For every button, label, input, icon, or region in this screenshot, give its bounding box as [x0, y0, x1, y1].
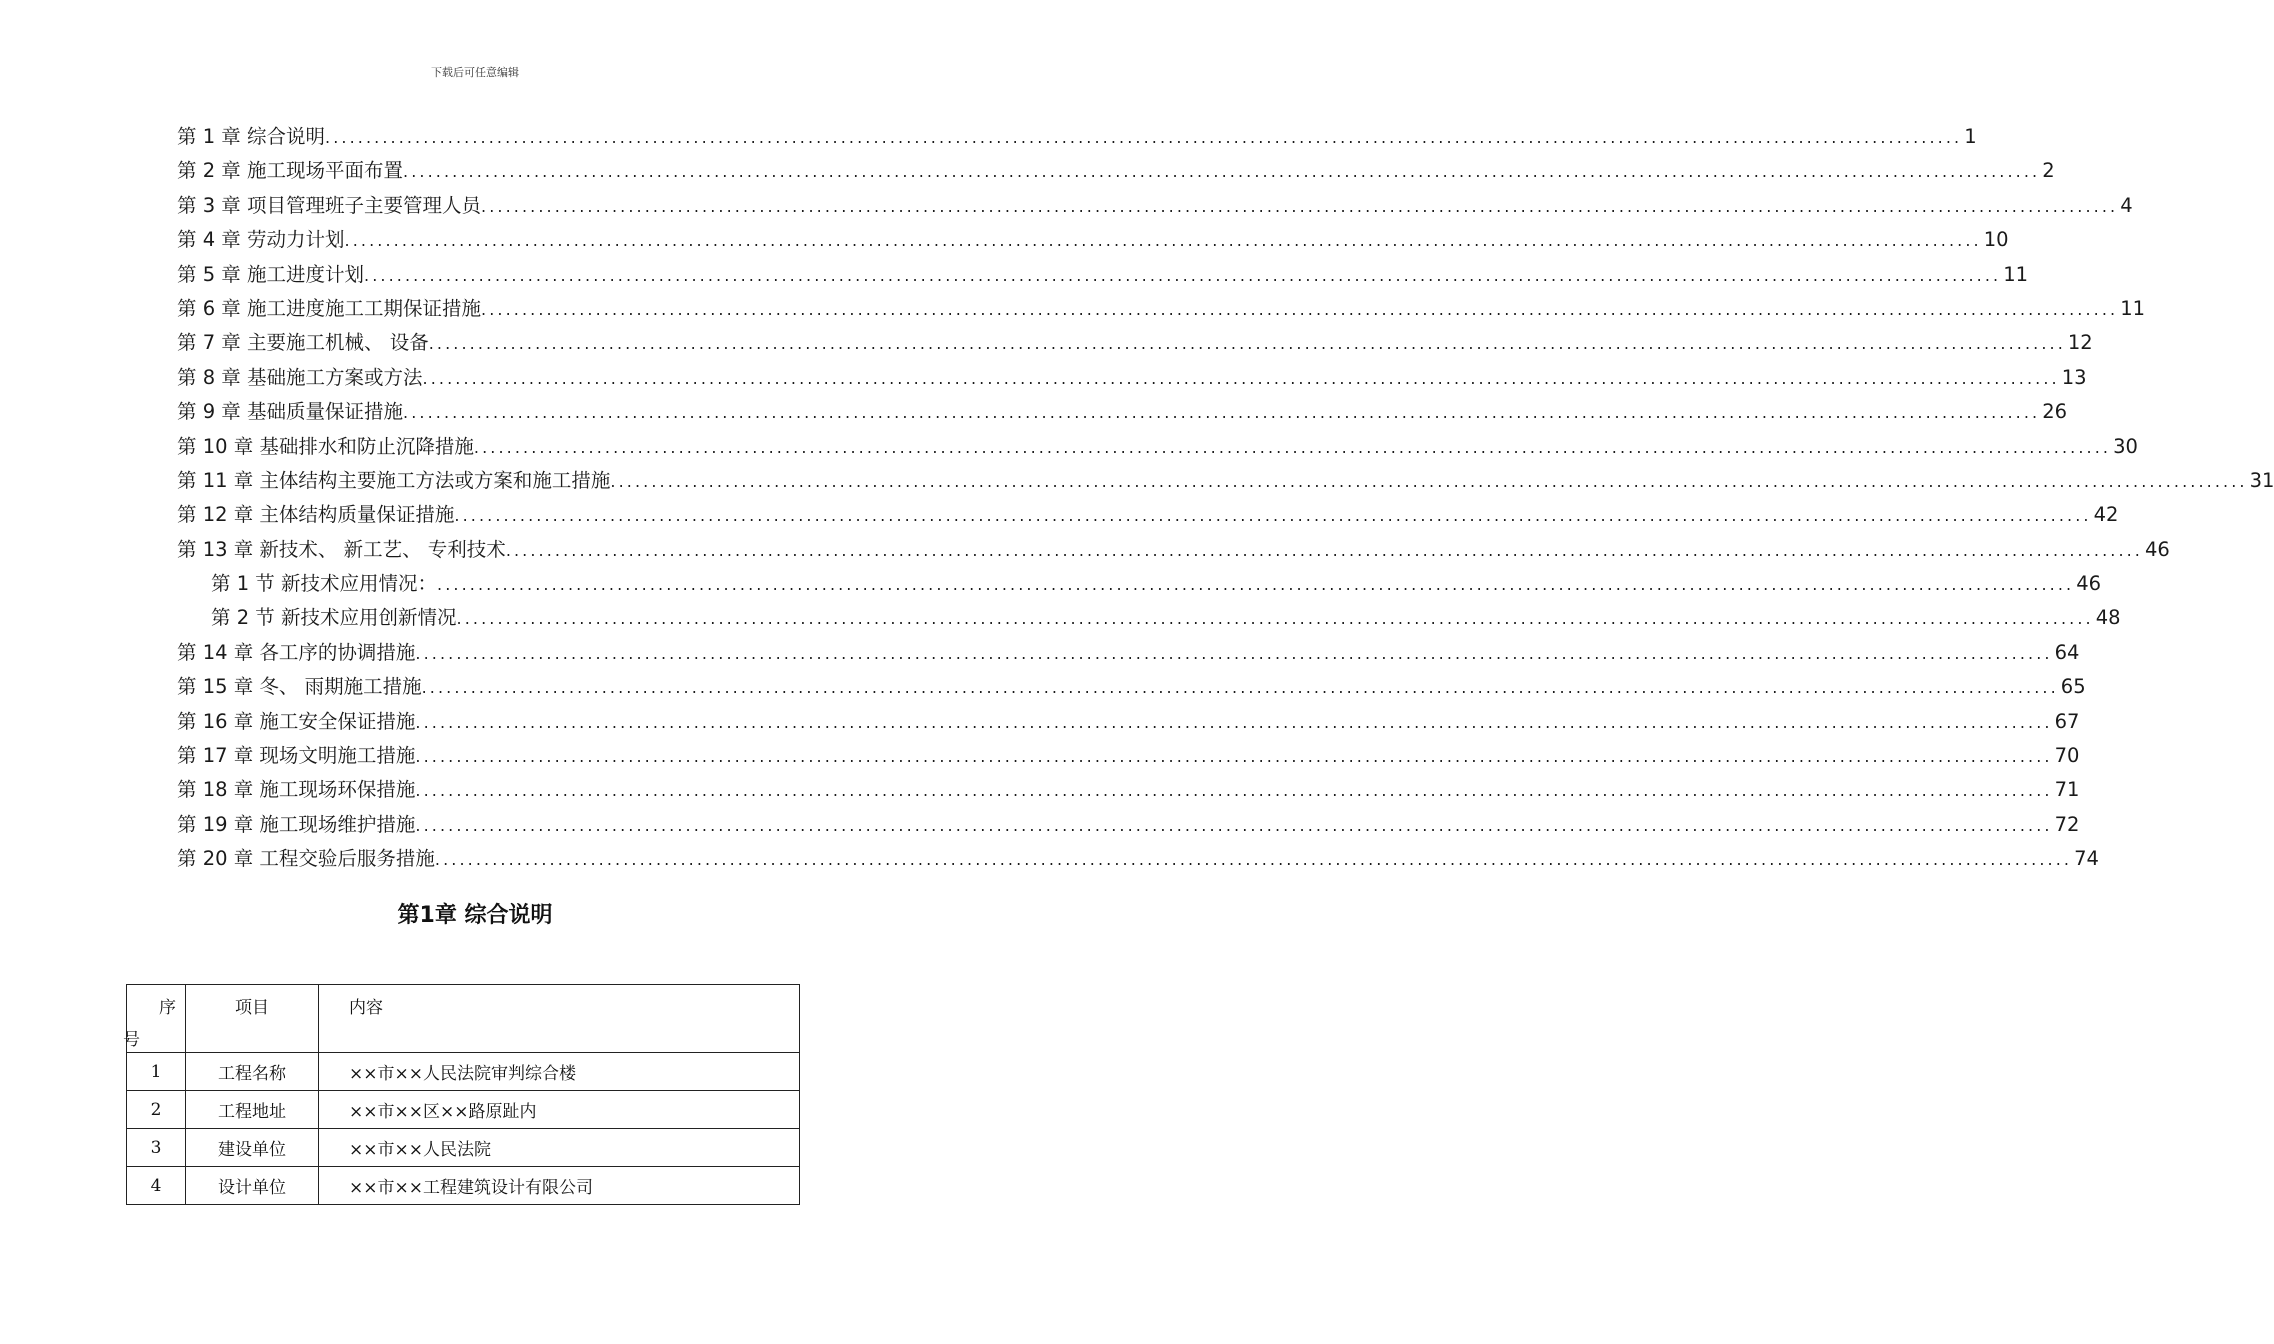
toc-entry-label: 第 18 章 施工现场环保措施	[177, 778, 416, 802]
toc-leader-dots: ........................................................................................................................................................................................................	[454, 506, 2092, 526]
row-number: 3	[127, 1129, 186, 1167]
toc-leader-dots: ........................................................................................................................................................................................................	[422, 368, 2060, 388]
toc-entry-page: 26	[2042, 400, 2068, 424]
toc-entry[interactable]	[177, 739, 2080, 773]
toc-entry-label: 第 9 章 基础质量保证措施	[177, 400, 404, 424]
toc-entry-page: 13	[2061, 365, 2087, 389]
toc-entry-page: 48	[2095, 606, 2121, 630]
toc-entry-label: 第 12 章 主体结构质量保证措施	[177, 503, 455, 527]
toc-entry-label: 第 5 章 施工进度计划	[177, 262, 365, 286]
toc-entry[interactable]	[177, 464, 2274, 498]
toc-entry[interactable]	[177, 258, 2029, 292]
toc-leader-dots: ........................................................................................................................................................................................................	[403, 162, 2041, 182]
toc-entry[interactable]	[177, 395, 2068, 429]
toc-entry-page: 70	[2054, 744, 2080, 768]
header-item-cell: 项目	[186, 985, 319, 1053]
toc-entry-page: 65	[2060, 675, 2086, 699]
table-row	[127, 1053, 800, 1091]
toc-entry-page: 46	[2076, 572, 2102, 596]
toc-entry-page: 11	[2120, 296, 2146, 320]
toc-entry-label: 第 10 章 基础排水和防止沉降措施	[177, 434, 474, 458]
row-content: ××市××人民法院审判综合楼	[319, 1053, 800, 1091]
toc-entry[interactable]	[177, 498, 2119, 532]
project-info-table	[123, 984, 800, 1205]
toc-entry[interactable]	[177, 154, 2055, 188]
toc-entry-label: 第 1 节 新技术应用情况：	[211, 572, 438, 596]
row-item: 建设单位	[186, 1129, 319, 1167]
toc-leader-dots: ........................................................................................................................................................................................................	[325, 128, 1963, 147]
toc-entry-label: 第 4 章 劳动力计划	[177, 228, 345, 252]
toc-leader-dots: ........................................................................................................................................................................................................	[437, 575, 2075, 595]
toc-entry-label: 第 17 章 现场文明施工措施	[177, 744, 416, 768]
toc-entry[interactable]	[177, 773, 2080, 807]
toc-entry-label: 第 11 章 主体结构主要施工方法或方案和施工措施	[177, 468, 611, 492]
toc-entry[interactable]	[177, 430, 2138, 464]
toc-subentry[interactable]	[177, 567, 2102, 601]
header-seq-char-1: 序	[159, 998, 176, 1018]
row-number: 4	[127, 1167, 186, 1205]
table-row	[127, 1129, 800, 1167]
toc-entry-label: 第 3 章 项目管理班子主要管理人员	[177, 193, 482, 217]
row-content: ××市××区××路原趾内	[319, 1091, 800, 1129]
row-item: 工程名称	[186, 1053, 319, 1091]
toc-entry-label: 第 19 章 施工现场维护措施	[177, 812, 416, 836]
toc-entry-label: 第 15 章 冬、 雨期施工措施	[177, 675, 422, 699]
row-item: 工程地址	[186, 1091, 319, 1129]
header-content-cell: 内容	[319, 985, 800, 1053]
toc-entry-label: 第 2 章 施工现场平面布置	[177, 159, 404, 183]
toc-leader-dots: ........................................................................................................................................................................................................	[505, 540, 2143, 560]
toc-entry[interactable]	[177, 705, 2080, 739]
row-number: 1	[127, 1053, 186, 1091]
toc-leader-dots: ........................................................................................................................................................................................................	[610, 471, 2248, 491]
toc-entry[interactable]	[177, 808, 2080, 842]
toc-entry-label: 第 2 节 新技术应用创新情况	[211, 606, 457, 630]
toc-entry-label: 第 14 章 各工序的协调措施	[177, 640, 416, 664]
toc-entry-label: 第 20 章 工程交验后服务措施	[177, 847, 435, 871]
toc-entry[interactable]	[177, 189, 2133, 223]
toc-entry-page: 46	[2145, 537, 2170, 561]
toc-entry-label: 第 1 章 综合说明	[177, 125, 326, 148]
toc-leader-dots: ........................................................................................................................................................................................................	[481, 196, 2119, 216]
page-header-note: 下载后可任意编辑	[431, 66, 519, 79]
toc-entry-page: 2	[2042, 159, 2055, 183]
table-row	[127, 1091, 800, 1129]
toc-entry-page: 10	[1983, 228, 2009, 252]
toc-entry-label: 第 16 章 施工安全保证措施	[177, 709, 416, 733]
table-header-row	[127, 985, 800, 1053]
toc-subentry[interactable]	[177, 601, 2121, 635]
toc-entry-label: 第 8 章 基础施工方案或方法	[177, 365, 423, 389]
toc-entry[interactable]	[177, 223, 2009, 257]
header-seq-char-2: 号	[123, 1030, 140, 1050]
toc-entry-page: 67	[2054, 709, 2080, 733]
toc-entry[interactable]	[177, 670, 2086, 704]
toc-entry-page: 64	[2054, 640, 2080, 664]
toc-leader-dots: ........................................................................................................................................................................................................	[415, 781, 2053, 801]
toc-entry-label: 第 13 章 新技术、 新工艺、 专利技术	[177, 537, 506, 561]
chapter-title: 第1章 综合说明	[397, 903, 553, 928]
toc-entry-page: 31	[2249, 468, 2274, 492]
toc-entry-page: 30	[2113, 434, 2138, 458]
toc-leader-dots: ........................................................................................................................................................................................................	[415, 643, 2053, 663]
toc-entry-label: 第 7 章 主要施工机械、 设备	[177, 331, 429, 355]
toc-leader-dots: ........................................................................................................................................................................................................	[415, 815, 2053, 835]
toc-leader-dots: ........................................................................................................................................................................................................	[456, 609, 2094, 629]
toc-entry-page: 1	[1964, 125, 1977, 148]
toc-entry[interactable]	[177, 361, 2087, 395]
toc-entry[interactable]	[177, 533, 2170, 567]
toc-leader-dots: ........................................................................................................................................................................................................	[434, 850, 2073, 870]
toc-entry[interactable]	[177, 326, 2093, 360]
toc-entry[interactable]	[177, 292, 2146, 326]
row-content: ××市××人民法院	[319, 1129, 800, 1167]
toc-entry-page: 4	[2120, 193, 2133, 217]
toc-entry-page: 12	[2067, 331, 2093, 355]
toc-leader-dots: ........................................................................................................................................................................................................	[473, 437, 2112, 457]
toc-leader-dots: ........................................................................................................................................................................................................	[481, 299, 2119, 319]
toc-entry-label: 第 6 章 施工进度施工工期保证措施	[177, 296, 482, 320]
toc-leader-dots: ........................................................................................................................................................................................................	[403, 403, 2041, 423]
toc-entry-page: 74	[2074, 847, 2099, 871]
row-item: 设计单位	[186, 1167, 319, 1205]
toc-entry-page: 11	[2003, 262, 2029, 286]
toc-leader-dots: ........................................................................................................................................................................................................	[428, 334, 2066, 354]
toc-leader-dots: ........................................................................................................................................................................................................	[421, 678, 2059, 698]
toc-leader-dots: ........................................................................................................................................................................................................	[415, 747, 2053, 767]
header-seq-cell	[123, 985, 186, 1053]
table-of-contents	[177, 120, 2274, 877]
toc-entry[interactable]	[177, 120, 1977, 154]
toc-leader-dots: ........................................................................................................................................................................................................	[364, 265, 2002, 285]
toc-entry-page: 71	[2054, 778, 2080, 802]
toc-entry-page: 42	[2093, 503, 2119, 527]
toc-entry[interactable]	[177, 842, 2099, 876]
row-content: ××市××工程建筑设计有限公司	[319, 1167, 800, 1205]
table-row	[127, 1167, 800, 1205]
toc-leader-dots: ........................................................................................................................................................................................................	[344, 231, 1982, 251]
toc-entry[interactable]	[177, 636, 2080, 670]
toc-leader-dots: ........................................................................................................................................................................................................	[415, 712, 2053, 732]
row-number: 2	[127, 1091, 186, 1129]
toc-entry-page: 72	[2054, 812, 2080, 836]
